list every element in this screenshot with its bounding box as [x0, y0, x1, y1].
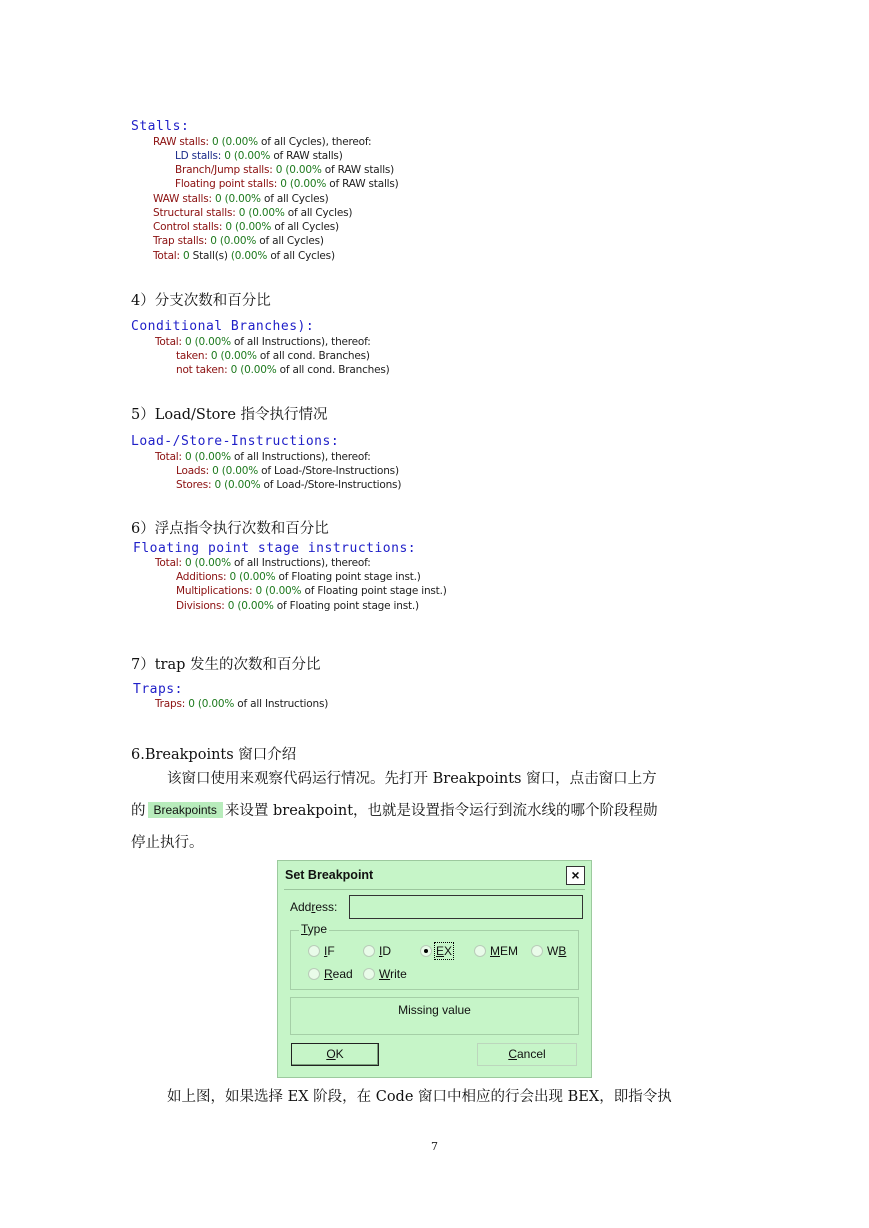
radio-wb[interactable]: WB	[531, 944, 566, 958]
close-icon[interactable]: ×	[566, 866, 585, 885]
section-4-title: 4）分支次数和百分比	[131, 293, 271, 309]
breakpoints-section-title: 6.Breakpoints 窗口介绍	[131, 747, 297, 763]
branch-stalls-line: Branch/Jump stalls: 0 (0.00% of RAW stalls)	[175, 164, 395, 176]
structural-stalls-line: Structural stalls: 0 (0.00% of all Cycles)	[153, 207, 353, 219]
breakpoints-para-3: 停止执行。	[131, 835, 204, 851]
fp-stalls-line: Floating point stalls: 0 (0.00% of RAW stalls)	[175, 178, 399, 190]
radio-id[interactable]: ID	[363, 944, 391, 958]
type-group-label: Type	[301, 922, 328, 936]
branches-not-taken-line: not taken: 0 (0.00% of all cond. Branches)	[176, 364, 390, 376]
breakpoints-para-2: 的 Breakpoints 来设置 breakpoint，也就是设置指令运行到流水线的哪个阶段程勋	[131, 803, 658, 819]
branches-heading: Conditional Branches):	[131, 319, 315, 334]
trap-stalls-line: Trap stalls: 0 (0.00% of all Cycles)	[153, 235, 324, 247]
ok-button[interactable]: OK	[291, 1043, 379, 1066]
divisions-line: Divisions: 0 (0.00% of Floating point stage inst.)	[176, 600, 419, 612]
dialog-title: Set Breakpoint	[285, 868, 374, 882]
title-divider	[284, 889, 585, 890]
breakpoints-para-1: 该窗口使用来观察代码运行情况。先打开 Breakpoints 窗口，点击窗口上方	[167, 771, 657, 787]
total-stalls-line: Total: 0 Stall(s) (0.00% of all Cycles)	[153, 250, 335, 262]
set-breakpoint-dialog	[277, 860, 592, 1078]
radio-write[interactable]: Write	[363, 967, 407, 981]
page-number: 7	[431, 1140, 438, 1153]
ld-stalls-line: LD stalls: 0 (0.00% of RAW stalls)	[175, 150, 343, 162]
floating-total-line: Total: 0 (0.00% of all Instructions), thereof:	[155, 557, 371, 569]
status-box	[290, 997, 579, 1035]
radio-wb-indicator	[531, 945, 543, 957]
waw-stalls-line: WAW stalls: 0 (0.00% of all Cycles)	[153, 193, 329, 205]
radio-write-indicator	[363, 968, 375, 980]
after-dialog-para: 如上图，如果选择 EX 阶段，在 Code 窗口中相应的行会出现 BEX，即指令执	[167, 1089, 672, 1105]
address-input[interactable]	[349, 895, 583, 919]
control-stalls-line: Control stalls: 0 (0.00% of all Cycles)	[153, 221, 339, 233]
radio-read-indicator	[308, 968, 320, 980]
cancel-button[interactable]: Cancel	[477, 1043, 577, 1066]
traps-line: Traps: 0 (0.00% of all Instructions)	[155, 698, 329, 710]
radio-ex-indicator	[420, 945, 432, 957]
radio-if-indicator	[308, 945, 320, 957]
section-6-title: 6）浮点指令执行次数和百分比	[131, 521, 329, 537]
type-group	[290, 930, 579, 990]
radio-mem[interactable]: MEM	[474, 944, 518, 958]
raw-stalls-line: RAW stalls: 0 (0.00% of all Cycles), thereof:	[153, 136, 372, 148]
loads-line: Loads: 0 (0.00% of Load-/Store-Instructions)	[176, 465, 399, 477]
multiplications-line: Multiplications: 0 (0.00% of Floating point stage inst.)	[176, 585, 447, 597]
status-message: Missing value	[398, 1003, 471, 1017]
radio-if[interactable]: IF	[308, 944, 335, 958]
radio-id-indicator	[363, 945, 375, 957]
dialog-titlebar[interactable]	[278, 861, 591, 889]
stalls-heading: Stalls:	[131, 119, 190, 134]
radio-read[interactable]: Read	[308, 967, 353, 981]
additions-line: Additions: 0 (0.00% of Floating point stage inst.)	[176, 571, 421, 583]
floating-heading: Floating point stage instructions:	[133, 541, 417, 556]
loadstore-heading: Load-/Store-Instructions:	[131, 434, 340, 449]
traps-heading: Traps:	[133, 682, 183, 697]
section-5-title: 5）Load/Store 指令执行情况	[131, 407, 328, 423]
radio-ex[interactable]: EX	[420, 944, 452, 958]
branches-taken-line: taken: 0 (0.00% of all cond. Branches)	[176, 350, 370, 362]
breakpoints-menu-chip: Breakpoints	[148, 802, 223, 818]
stores-line: Stores: 0 (0.00% of Load-/Store-Instructions)	[176, 479, 402, 491]
address-label: Address:	[290, 900, 338, 914]
branches-total-line: Total: 0 (0.00% of all Instructions), thereof:	[155, 336, 371, 348]
section-7-title: 7）trap 发生的次数和百分比	[131, 657, 321, 673]
radio-mem-indicator	[474, 945, 486, 957]
loadstore-total-line: Total: 0 (0.00% of all Instructions), thereof:	[155, 451, 371, 463]
